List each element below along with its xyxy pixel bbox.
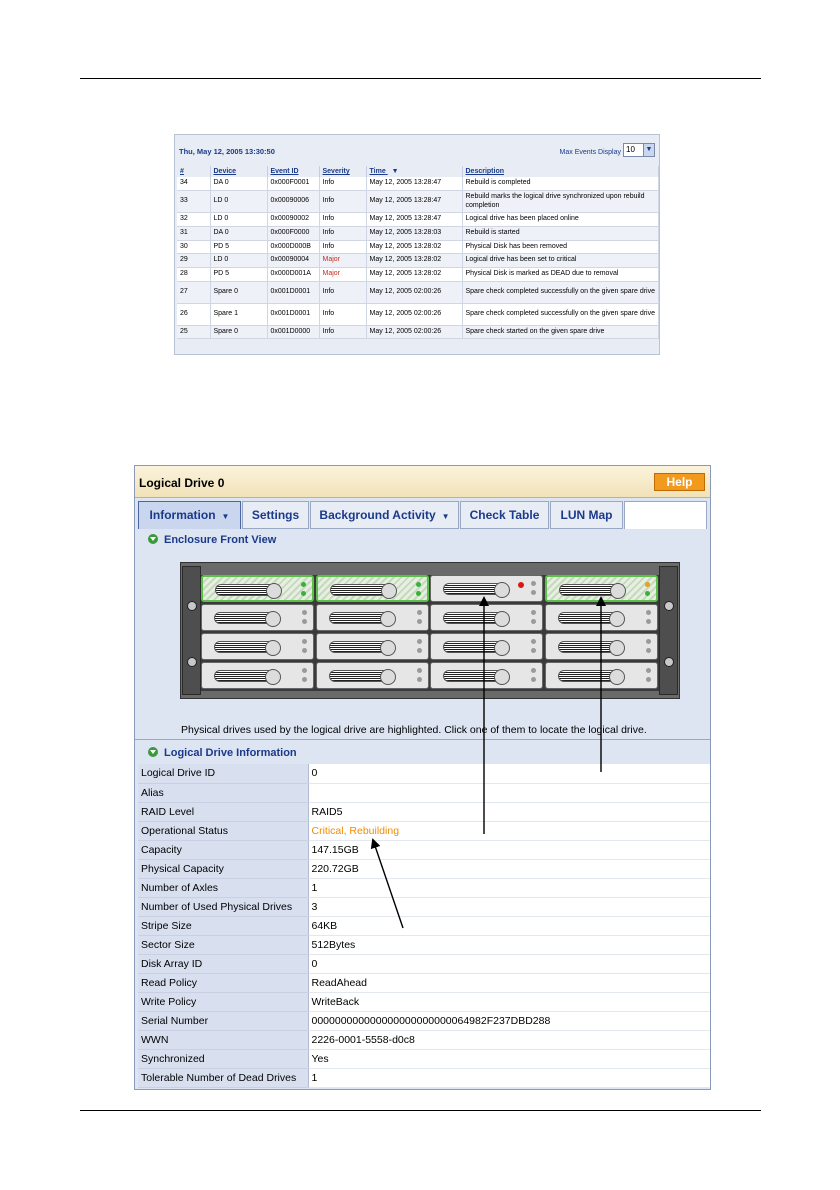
cell-number: 34 xyxy=(177,177,210,191)
col-time-label: Time xyxy=(369,168,386,175)
cell-device: PD 5 xyxy=(210,267,267,281)
cell-event-id: 0x000D001A xyxy=(267,267,319,281)
cell-event-id: 0x001D0001 xyxy=(267,303,319,325)
cell-description: Spare check completed successfully on the given spare drive xyxy=(462,303,659,325)
col-event-id[interactable]: Event ID xyxy=(267,166,319,177)
info-value: 1 xyxy=(308,1068,710,1087)
help-button[interactable]: Help xyxy=(654,473,705,491)
cell-time: May 12, 2005 13:28:47 xyxy=(366,191,462,213)
cell-device: PD 5 xyxy=(210,240,267,254)
enclosure-title-label: Enclosure Front View xyxy=(164,534,277,546)
cell-time: May 12, 2005 13:28:47 xyxy=(366,213,462,227)
info-value: 2226-0001-5558-d0c8 xyxy=(308,1030,710,1049)
max-events-label: Max Events Display xyxy=(559,149,621,156)
cell-time: May 12, 2005 13:28:02 xyxy=(366,254,462,268)
cell-device: Spare 1 xyxy=(210,303,267,325)
cell-severity: Info xyxy=(319,325,366,339)
cell-number: 29 xyxy=(177,254,210,268)
cell-device: LD 0 xyxy=(210,213,267,227)
cell-description: Rebuild is started xyxy=(462,226,659,240)
page-title: Logical Drive 0 xyxy=(139,476,225,490)
event-datetime: Thu, May 12, 2005 13:30:50 xyxy=(179,147,275,156)
cell-number: 27 xyxy=(177,281,210,303)
footer-rule xyxy=(80,1110,761,1111)
info-value: 220.72GB xyxy=(308,859,710,878)
cell-description: Rebuild marks the logical drive synchronized upon rebuild completion xyxy=(462,191,659,213)
cell-time: May 12, 2005 02:00:26 xyxy=(366,281,462,303)
info-value: 512Bytes xyxy=(308,935,710,954)
cell-time: May 12, 2005 02:00:26 xyxy=(366,325,462,339)
tab-settings[interactable]: Settings xyxy=(242,501,309,529)
info-label: Write Policy xyxy=(138,992,308,1011)
enclosure-caption: Physical drives used by the logical drive are highlighted. Click one of them to locate the logical drive. xyxy=(181,724,647,736)
cell-device: LD 0 xyxy=(210,254,267,268)
col-number[interactable]: # xyxy=(177,166,210,177)
cell-severity: Info xyxy=(319,213,366,227)
cell-event-id: 0x00090004 xyxy=(267,254,319,268)
cell-event-id: 0x00090006 xyxy=(267,191,319,213)
info-value: 147.15GB xyxy=(308,840,710,859)
cell-description: Rebuild is completed xyxy=(462,177,659,191)
cell-device: Spare 0 xyxy=(210,325,267,339)
chevron-down-icon[interactable]: ▼ xyxy=(441,512,450,521)
info-value: Yes xyxy=(308,1049,710,1068)
cell-event-id: 0x000F0001 xyxy=(267,177,319,191)
cell-time: May 12, 2005 13:28:02 xyxy=(366,240,462,254)
info-value: 0 xyxy=(308,954,710,973)
info-value: Critical, Rebuilding xyxy=(308,821,710,840)
chevron-down-icon[interactable]: ▼ xyxy=(643,144,654,156)
info-label: Serial Number xyxy=(138,1011,308,1030)
cell-severity: Info xyxy=(319,303,366,325)
info-label: Logical Drive ID xyxy=(138,764,308,783)
cell-number: 28 xyxy=(177,267,210,281)
cell-number: 31 xyxy=(177,226,210,240)
col-severity[interactable]: Severity xyxy=(319,166,366,177)
info-value: 3 xyxy=(308,897,710,916)
arrow-to-status xyxy=(373,840,403,928)
cell-device: DA 0 xyxy=(210,226,267,240)
info-label: Stripe Size xyxy=(138,916,308,935)
info-value: ReadAhead xyxy=(308,973,710,992)
info-value: RAID5 xyxy=(308,802,710,821)
cell-number: 26 xyxy=(177,303,210,325)
info-label: Disk Array ID xyxy=(138,954,308,973)
tab-background-activity-label: Background Activity xyxy=(319,508,436,522)
cell-event-id: 0x001D0001 xyxy=(267,281,319,303)
col-device[interactable]: Device xyxy=(210,166,267,177)
cell-severity: Info xyxy=(319,177,366,191)
cell-device: LD 0 xyxy=(210,191,267,213)
info-label: RAID Level xyxy=(138,802,308,821)
info-label: Number of Used Physical Drives xyxy=(138,897,308,916)
cell-description: Logical drive has been set to critical xyxy=(462,254,659,268)
info-label: Tolerable Number of Dead Drives xyxy=(138,1068,308,1087)
cell-event-id: 0x000D000B xyxy=(267,240,319,254)
info-value: WriteBack xyxy=(308,992,710,1011)
cell-device: DA 0 xyxy=(210,177,267,191)
info-label: Sector Size xyxy=(138,935,308,954)
info-label: Number of Axles xyxy=(138,878,308,897)
tab-information-label: Information xyxy=(149,508,216,522)
cell-number: 30 xyxy=(177,240,210,254)
cell-description: Spare check started on the given spare drive xyxy=(462,325,659,339)
cell-description: Physical Disk is marked as DEAD due to removal xyxy=(462,267,659,281)
cell-time: May 12, 2005 13:28:47 xyxy=(366,177,462,191)
info-label: Capacity xyxy=(138,840,308,859)
info-label: Synchronized xyxy=(138,1049,308,1068)
cell-severity: Info xyxy=(319,191,366,213)
info-value: 64KB xyxy=(308,916,710,935)
tab-lun-map[interactable]: LUN Map xyxy=(550,501,623,529)
cell-severity: Major xyxy=(319,267,366,281)
info-value: 000000000000000000000000064982F237DBD288 xyxy=(308,1011,710,1030)
cell-number: 33 xyxy=(177,191,210,213)
cell-event-id: 0x00090002 xyxy=(267,213,319,227)
info-value: 0 xyxy=(308,764,710,783)
info-label: Alias xyxy=(138,783,308,802)
info-label: Operational Status xyxy=(138,821,308,840)
cell-number: 25 xyxy=(177,325,210,339)
cell-time: May 12, 2005 02:00:26 xyxy=(366,303,462,325)
cell-description: Logical drive has been placed online xyxy=(462,213,659,227)
cell-event-id: 0x001D0000 xyxy=(267,325,319,339)
cell-description: Spare check completed successfully on the given spare drive xyxy=(462,281,659,303)
col-description[interactable]: Description xyxy=(462,166,659,177)
info-title-label: Logical Drive Information xyxy=(164,747,297,759)
cell-number: 32 xyxy=(177,213,210,227)
cell-time: May 12, 2005 13:28:02 xyxy=(366,267,462,281)
info-label: WWN xyxy=(138,1030,308,1049)
cell-time: May 12, 2005 13:28:03 xyxy=(366,226,462,240)
info-value: 1 xyxy=(308,878,710,897)
tab-check-table[interactable]: Check Table xyxy=(460,501,549,529)
info-label: Physical Capacity xyxy=(138,859,308,878)
chevron-down-icon[interactable]: ▼ xyxy=(221,512,230,521)
cell-device: Spare 0 xyxy=(210,281,267,303)
cell-severity: Info xyxy=(319,240,366,254)
info-label: Read Policy xyxy=(138,973,308,992)
max-events-value: 10 xyxy=(626,145,635,154)
cell-severity: Major xyxy=(319,254,366,268)
cell-description: Physical Disk has been removed xyxy=(462,240,659,254)
sort-desc-icon: ▼ xyxy=(391,168,399,175)
cell-severity: Info xyxy=(319,226,366,240)
cell-severity: Info xyxy=(319,281,366,303)
cell-event-id: 0x000F0000 xyxy=(267,226,319,240)
